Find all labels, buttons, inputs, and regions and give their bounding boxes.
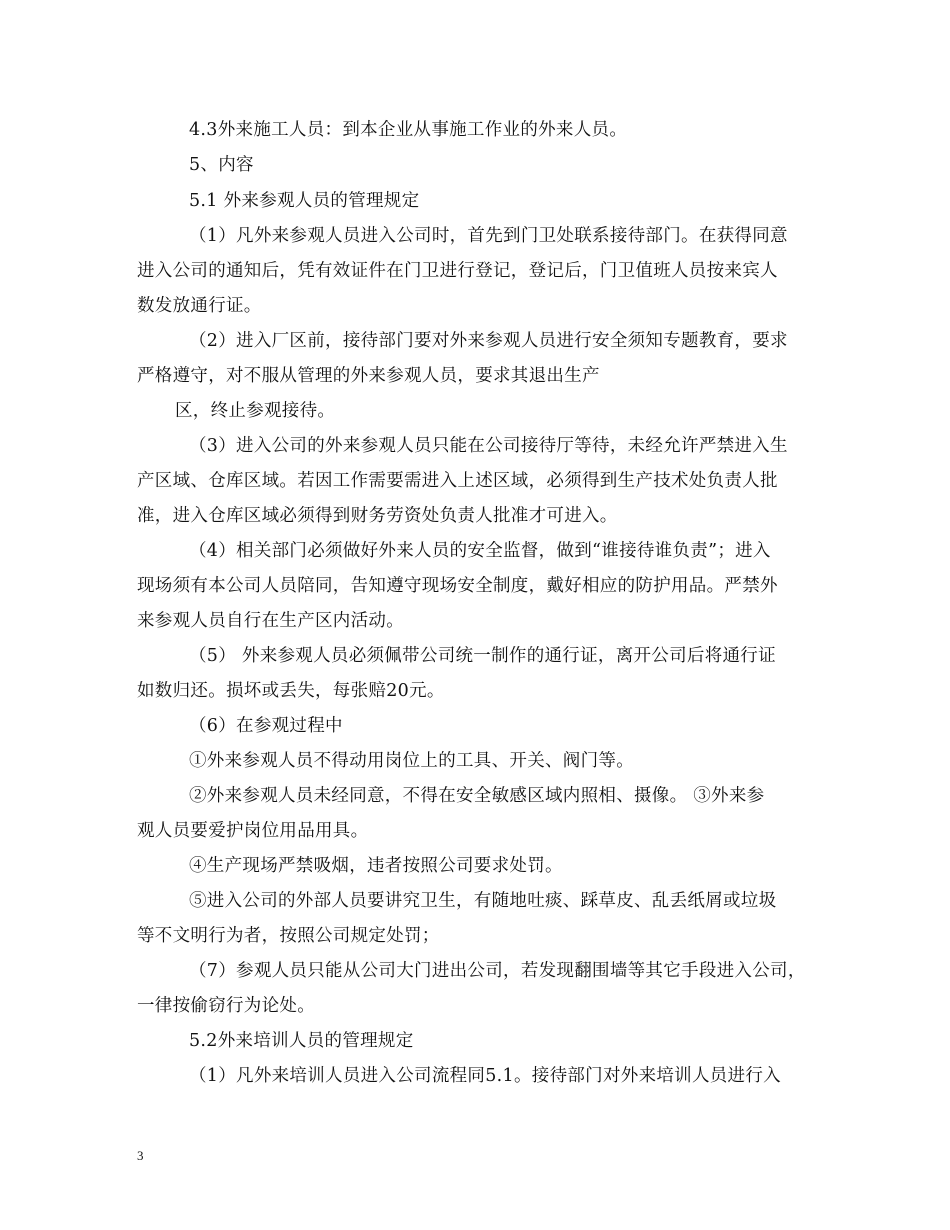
text-line: 一律按偷窃行为论处。: [137, 996, 315, 1016]
text-line: 准，进入仓库区域必须得到财务劳资处负责人批准才可进入。: [137, 506, 618, 526]
text-line: （1）凡外来参观人员进入公司时，首先到门卫处联系接待部门。在获得同意: [189, 226, 788, 246]
list-item: ①外来参观人员不得动用岗位上的工具、开关、阀门等。: [189, 751, 634, 771]
text-line: （2）进入厂区前，接待部门要对外来参观人员进行安全须知专题教育，要求: [189, 331, 788, 351]
text-line: （3）进入公司的外来参观人员只能在公司接待厅等待，未经允许严禁进入生: [189, 436, 788, 456]
text-line: 来参观人员自行在生产区内活动。: [137, 611, 404, 631]
list-item: ④生产现场严禁吸烟，违者按照公司要求处罚。: [189, 856, 563, 876]
text-line: 产区域、仓库区域。若因工作需要需进入上述区域，必须得到生产技术处负责人批: [137, 471, 778, 491]
text-line: （5） 外来参观人员必须佩带公司统一制作的通行证，离开公司后将通行证: [189, 646, 776, 666]
text-line: 数发放通行证。: [137, 296, 262, 316]
text-line: （7）参观人员只能从公司大门进出公司，若发现翻围墙等其它手段进入公司，: [189, 961, 806, 981]
text-line: 4.3外来施工人员：到本企业从事施工作业的外来人员。: [189, 120, 628, 140]
text-line: （1）凡外来培训人员进入公司流程同5.1。接待部门对外来培训人员进行入: [189, 1066, 781, 1086]
list-item: ②外来参观人员未经同意，不得在安全敏感区域内照相、摄像。 ③外来参: [189, 786, 765, 806]
text-line: 如数归还。损坏或丢失，每张赔20元。: [137, 681, 445, 701]
text-line: 观人员要爱护岗位用品用具。: [137, 821, 369, 841]
text-line: 严格遵守，对不服从管理的外来参观人员，要求其退出生产: [137, 366, 600, 386]
text-line: 现场须有本公司人员陪同，告知遵守现场安全制度，戴好相应的防护用品。严禁外: [137, 576, 778, 596]
page-number: 3: [137, 1148, 144, 1163]
text-line: （4）相关部门必须做好外来人员的安全监督，做到“谁接待谁负责”；进入: [189, 541, 771, 561]
list-item: ⑤进入公司的外部人员要讲究卫生，有随地吐痰、踩草皮、乱丢纸屑或垃圾: [189, 891, 777, 911]
subsection-heading: 5.2外来培训人员的管理规定: [189, 1031, 414, 1051]
text-line: （6）在参观过程中: [189, 716, 343, 736]
text-line: 进入公司的通知后，凭有效证件在门卫进行登记，登记后，门卫值班人员按来宾人: [137, 261, 778, 281]
section-heading: 5、内容: [189, 155, 254, 175]
text-line: 等不文明行为者，按照公司规定处罚；: [137, 926, 440, 946]
subsection-heading: 5.1 外来参观人员的管理规定: [189, 191, 420, 211]
text-line: 区，终止参观接待。: [175, 401, 336, 421]
